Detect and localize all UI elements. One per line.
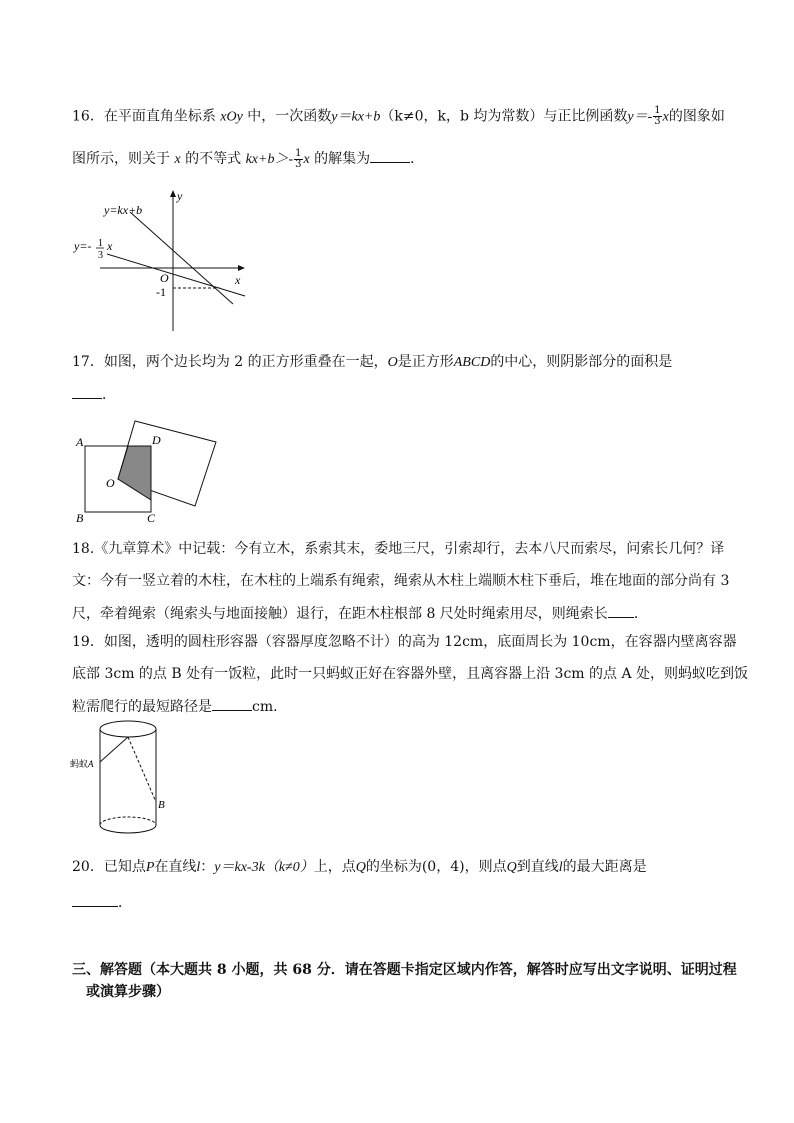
label-D: D bbox=[152, 433, 161, 447]
q20-line2: ． bbox=[72, 892, 132, 913]
fraction-one-third: $\frac{1}{3}$ bbox=[654, 105, 661, 127]
y-axis-arrow bbox=[170, 190, 176, 197]
label-y-minus: y=- bbox=[74, 239, 92, 253]
cylinder-bottom-front bbox=[100, 825, 156, 833]
answer-blank[interactable] bbox=[370, 148, 410, 163]
axis-label-y: y bbox=[177, 189, 183, 203]
label-frac-num: 1 bbox=[98, 238, 103, 249]
q19-line2: 底部 3cm 的点 B 处有一饭粒，此时一只蚂蚁正好在容器外壁，且离容器上沿 3cm 的点 A 处，则蚂蚁吃到饭 bbox=[72, 666, 749, 682]
answer-blank[interactable] bbox=[72, 892, 118, 907]
label-A: A bbox=[76, 435, 84, 449]
label-B: B bbox=[158, 799, 165, 811]
section3-heading-line2: 或演算步骤） bbox=[86, 984, 170, 1000]
line-minus-third-x bbox=[107, 254, 245, 296]
fraction-one-third: $\frac{1}{3}$ bbox=[295, 147, 302, 170]
label-frac-den: 3 bbox=[98, 250, 103, 261]
label-O: O bbox=[106, 476, 115, 490]
q19-cylinder bbox=[70, 716, 180, 838]
q17-line1: 17．如图，两个边长均为 2 的正方形重叠在一起，O是正方形ABCD的中心，则阴影部分的面积是 bbox=[72, 354, 673, 370]
path-rim-to-b bbox=[128, 737, 156, 802]
answer-blank[interactable] bbox=[212, 696, 252, 711]
q16-graph bbox=[70, 186, 260, 336]
axis-label-x: x bbox=[235, 273, 241, 287]
label-x: x bbox=[107, 239, 113, 253]
q16-line2: 图所示，则关于 x 的不等式 kx+b＞- $\frac{1}{3}$ x 的解集为 ． bbox=[72, 147, 425, 170]
cylinder-top bbox=[100, 721, 156, 737]
path-a-to-rim bbox=[100, 737, 128, 762]
q20-line1: 20．已知点P在直线l：y＝kx-3k（k≠0）上，点Q的坐标为(0，4)，则点Q到直线l的最大距离是 bbox=[72, 859, 647, 875]
q19-line3: 粒需爬行的最短路径是 cm． bbox=[72, 696, 287, 717]
q18-line2: 文：今有一竖立着的木柱，在木柱的上端系有绳索，绳索从木柱上端顺木柱下垂后，堆在地面的部分尚有 3 bbox=[72, 573, 730, 589]
cylinder-bottom-back bbox=[100, 817, 156, 825]
minus-one-label: -1 bbox=[156, 285, 166, 299]
q16-line1: 16．在平面直角坐标系 xOy 中，一次函数y＝kx+b（k≠0，k，b 均为常数）与正比例函数y＝- $\frac{1}{3}$ x的图象如 bbox=[72, 105, 725, 127]
line-kx-plus-b bbox=[130, 212, 233, 304]
label-B: B bbox=[76, 511, 84, 525]
q18-line3: 尺，牵着绳索（绳索头与地面接触）退行，在距木柱根部 8 尺处时绳索用尽，则绳索长 ． bbox=[72, 603, 648, 624]
label-y-kx-b: y=kx+b bbox=[104, 203, 143, 217]
q17-line2: ． bbox=[72, 384, 116, 405]
ant-label: 蚂蚁A bbox=[70, 759, 94, 769]
q18-line1: 18.《九章算术》中记载：今有立木，系索其末，委地三尺，引索却行，去本八尺而索尽，问索长几何？译 bbox=[72, 541, 725, 557]
x-axis-arrow bbox=[238, 265, 245, 271]
shaded-region bbox=[118, 446, 151, 500]
q17-figure bbox=[72, 415, 222, 527]
label-C: C bbox=[147, 511, 156, 525]
q19-line1: 19．如图，透明的圆柱形容器（容器厚度忽略不计）的高为 12cm，底面周长为 10cm，在容器内壁离容器 bbox=[72, 634, 737, 650]
section3-heading-line1: 三、解答题（本大题共 8 小题，共 68 分．请在答题卡指定区域内作答，解答时应写出文字说明、证明过程 bbox=[72, 962, 737, 978]
answer-blank[interactable] bbox=[608, 603, 634, 618]
answer-blank[interactable] bbox=[72, 384, 102, 399]
origin-label: O bbox=[160, 271, 169, 285]
